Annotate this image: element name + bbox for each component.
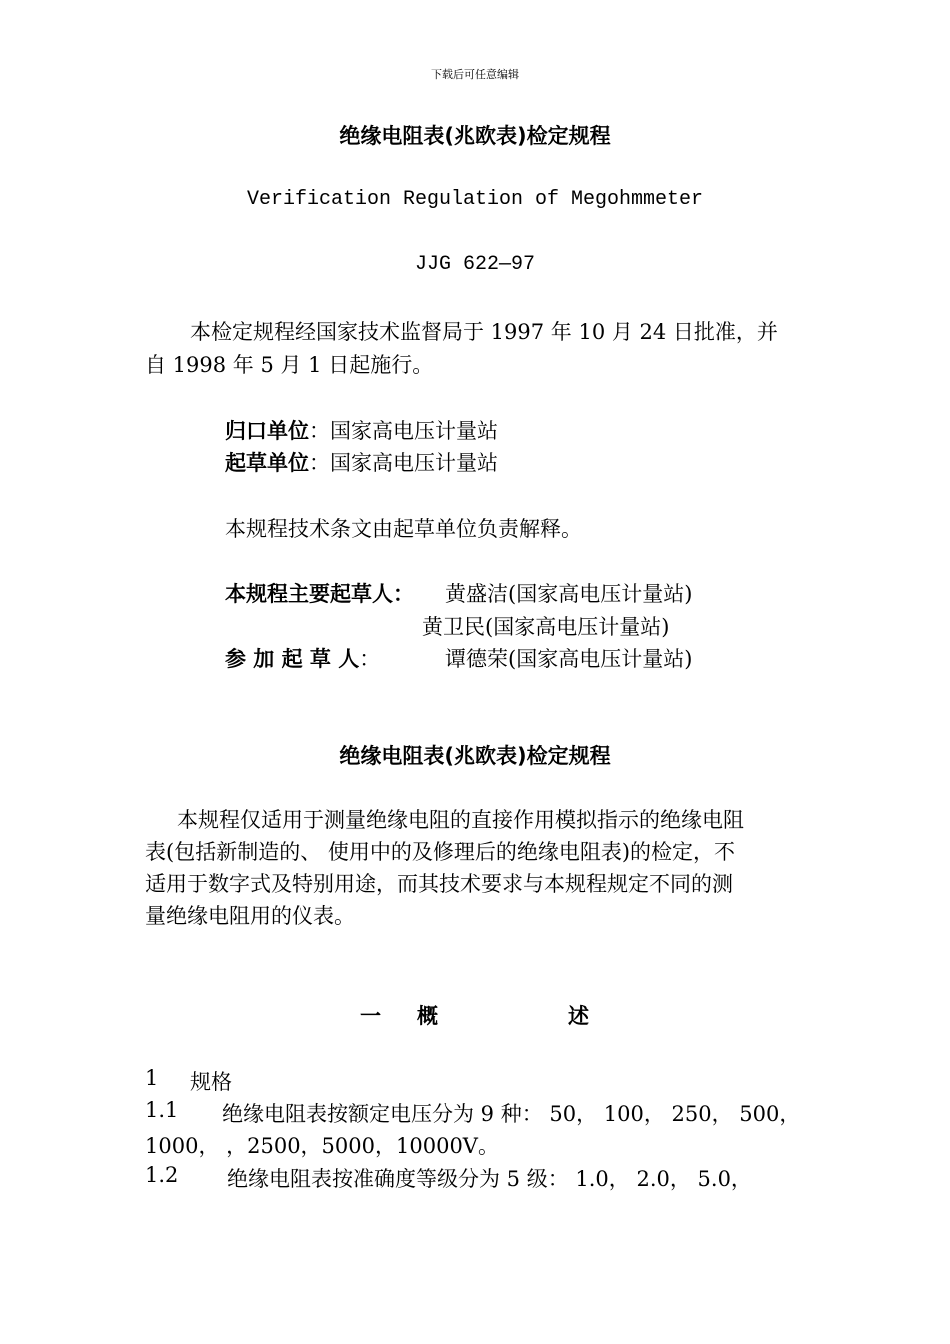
approval-line-2: 自 1998 年 5 月 1 日起施行。 [145,353,434,377]
item-1-1-text: 绝缘电阻表按额定电压分为 9 种： 50， 100， 250， 500， [222,1102,801,1126]
document-title-english: Verification Regulation of Megohmmeter [246,188,704,211]
main-drafters-label: 本规程主要起草人： [225,581,414,606]
responsible-unit-value: ：国家高电压计量站 [309,419,498,443]
approval-line-1: 本检定规程经国家技术监督局于 1997 年 10 月 24 日批准，并 [190,320,778,344]
scope-line-4: 量绝缘电阻用的仪表。 [145,904,355,928]
document-code: JJG 622—97 [414,253,536,276]
item-1-2-text: 绝缘电阻表按准确度等级分为 5 级： 1.0， 2.0， 5.0， [227,1167,752,1191]
scope-paragraph [145,804,807,932]
document-title: 绝缘电阻表(兆欧表)检定规程 [339,124,611,148]
scope-line-3: 适用于数字式及特别用途，而其技术要求与本规程规定不同的测 [145,872,733,896]
participants-label: 参 加 起 草 人 [225,646,360,671]
section-title: 绝缘电阻表(兆欧表)检定规程 [339,744,611,768]
chapter-number: 一 [360,1004,381,1028]
drafting-unit-label: 起草单位 [225,450,309,475]
main-drafter-1: 黄盛洁(国家高电压计量站) [445,582,693,606]
drafting-unit-value: ：国家高电压计量站 [309,451,498,475]
responsible-unit-label: 归口单位 [225,418,309,443]
page-header-note: 下载后可任意编辑 [431,68,519,81]
item-1-1-continuation: 1000， ，2500，5000，10000V。 [145,1134,499,1158]
responsible-unit [225,415,498,445]
scope-line-2: 表(包括新制造的、 使用中的及修理后的绝缘电阻表)的检定，不 [145,840,736,864]
participants-colon: ： [359,647,381,671]
item-1-number: 1 [145,1066,159,1090]
item-1-text: 规格 [190,1070,232,1094]
item-1-2-number: 1.2 [145,1163,179,1187]
scope-line-1: 本规程仅适用于测量绝缘电阻的直接作用模拟指示的绝缘电阻 [177,808,744,832]
main-drafter-2: 黄卫民(国家高电压计量站) [422,615,670,639]
chapter-title-char-1: 概 [417,1004,438,1028]
participant-1: 谭德荣(国家高电压计量站) [445,647,693,671]
item-1-1-number: 1.1 [145,1098,179,1122]
participants [225,643,380,673]
drafting-unit [225,447,498,477]
chapter-title-char-2: 述 [568,1004,589,1028]
interpretation-note: 本规程技术条文由起草单位负责解释。 [225,517,582,541]
